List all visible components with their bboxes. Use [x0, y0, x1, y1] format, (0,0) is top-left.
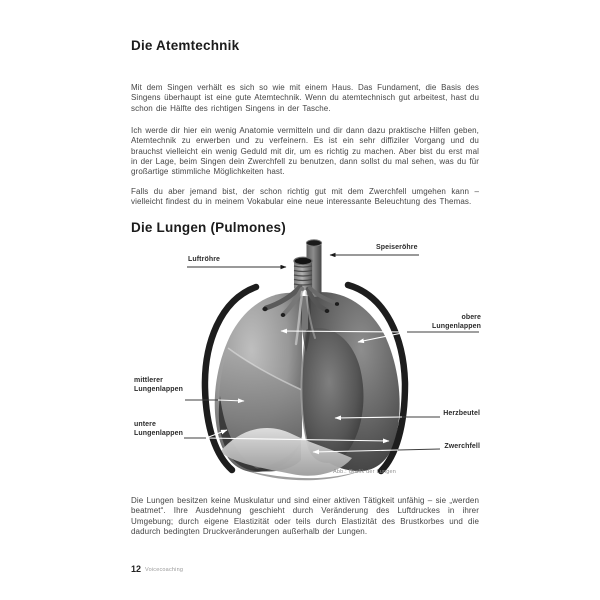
lungs-art — [205, 240, 405, 480]
section-title-atemtechnik: Die Atemtechnik — [131, 38, 240, 53]
page-footer — [131, 559, 183, 577]
paragraph-intro: Mit dem Singen verhält es sich so wie mit einem Haus. Das Fundament, die Basis des Singens überhaupt ist eine gute Atemtechnik. Wenn du atemtechnisch gut arbeitest, hast du schon die Hälfte des richtigen Singens in der Tasche. — [131, 83, 479, 113]
label-esophagus: Speiseröhre — [376, 244, 418, 251]
paragraph-lungs: Die Lungen besitzen keine Muskulatur und sind einer aktiven Tätigkeit unfähig – sie „werden beatmet“. Ihre Ausdehnung geschieht durch Veränderung des Luftdruckes in ihrer Umgebung; durch eigene Elastizität oder teils durch Elastizität des Brustkorbes und die dadurch bedingten Druckveränderungen außerhalb der Lungen. — [131, 496, 479, 536]
section-title-lungen: Die Lungen (Pulmones) — [131, 220, 286, 235]
paragraph-vokabular: Falls du aber jemand bist, der schon richtig gut mit dem Zwerchfell umgehen kann – vielleicht findest du in meinem Vokabular eine neue interessante Beleuchtung des Themas. — [131, 187, 479, 207]
diagram-caption: Abb.: Grafik der Lungen — [333, 469, 396, 475]
paragraph-anatomy: Ich werde dir hier ein wenig Anatomie vermitteln und dir dann dazu praktische Hilfen geben, Atemtechnik zu erwerben und zu verfeinern. Es ist ein sehr diffiziler Vorgang und du brauchst vielleicht ein wenig Geduld mit dir, um es richtig zu machen. Aber bist du erst mal in der Lage, beim Singen dein Zwerchfell zu benutzen, dann sollst du mal sehen, was du für großartige stimmliche Möglichkeiten hast. — [131, 126, 479, 177]
page-number: 12 — [131, 564, 142, 574]
label-upper-lobes: obere Lungenlappen — [431, 314, 481, 330]
label-middle-lobe: mittlerer Lungenlappen — [134, 377, 184, 393]
book-title: Voicecoaching — [145, 567, 184, 573]
label-pericardium: Herzbeutel — [443, 410, 480, 417]
label-trachea: Luftröhre — [188, 256, 221, 263]
label-lower-lobes: untere Lungenlappen — [134, 421, 184, 437]
label-diaphragm: Zwerchfell — [444, 443, 480, 450]
